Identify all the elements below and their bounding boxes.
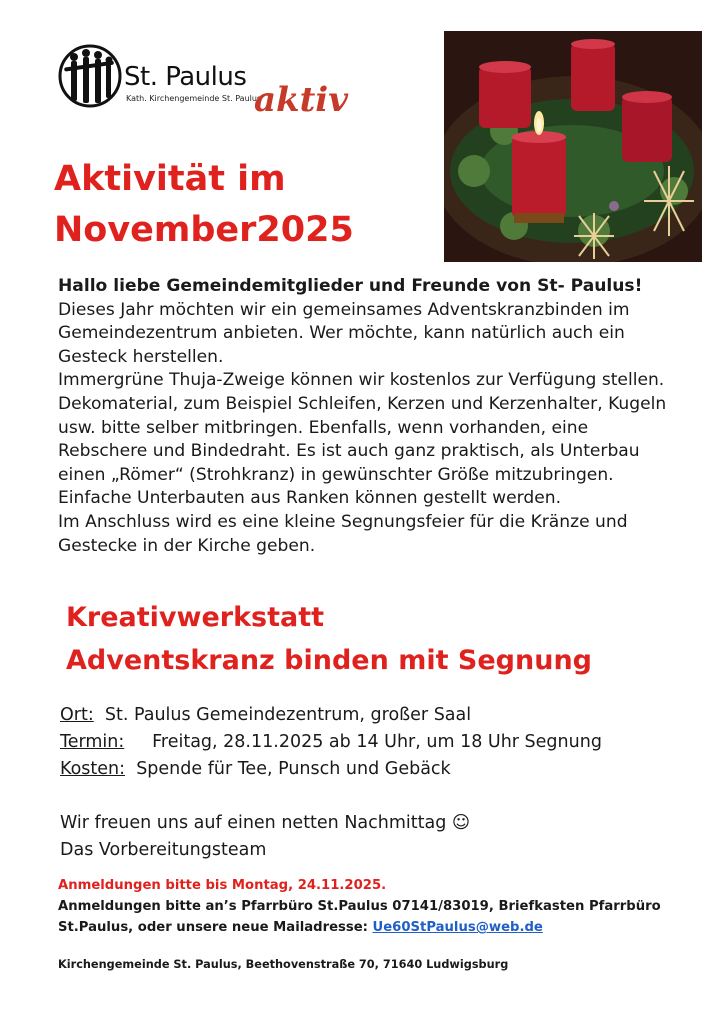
intro-line: Dieses Jahr möchten wir ein gemeinsames Adventskranzbinden im bbox=[58, 299, 630, 320]
ort-value: St. Paulus Gemeindezentrum, großer Saal bbox=[104, 705, 472, 725]
footer-address: Kirchengemeinde St. Paulus, Beethovenstraße 70, 71640 Ludwigsburg bbox=[58, 958, 509, 971]
intro-line: Gestecke in der Kirche geben. bbox=[58, 535, 316, 556]
event-title bbox=[66, 596, 592, 682]
advent-wreath-photo bbox=[444, 31, 702, 262]
closing-line: Wir freuen uns auf einen netten Nachmittag ☺ bbox=[60, 813, 471, 833]
intro-text bbox=[58, 275, 708, 558]
detail-row-kosten bbox=[60, 756, 602, 783]
event-details bbox=[60, 702, 602, 783]
logo-subtitle: Kath. Kirchengemeinde St. Paulus bbox=[126, 94, 262, 103]
intro-line: usw. bitte selber mitbringen. Ebenfalls, wenn vorhanden, eine bbox=[58, 417, 589, 438]
termin-label: Termin: bbox=[60, 732, 125, 752]
registration-deadline: Anmeldungen bitte bis Montag, 24.11.2025. bbox=[58, 878, 387, 893]
page-title bbox=[54, 154, 434, 256]
intro-line: Gesteck herstellen. bbox=[58, 346, 224, 367]
greeting: Hallo liebe Gemeindemitglieder und Freunde von St- Paulus! bbox=[58, 276, 643, 296]
registration-line: Anmeldungen bitte an’s Pfarrbüro St.Paulus 07141/83019, Briefkasten Pfarrbüro bbox=[58, 899, 661, 914]
title-line: Aktivität im bbox=[54, 159, 286, 199]
kosten-label: Kosten: bbox=[60, 759, 126, 779]
registration-line bbox=[58, 917, 661, 938]
registration-line-prefix: St.Paulus, oder unsere neue Mailadresse: bbox=[58, 920, 373, 935]
logo-name: St. Paulus bbox=[124, 62, 247, 92]
intro-line: Im Anschluss wird es eine kleine Segnungsfeier für die Kränze und bbox=[58, 511, 628, 532]
detail-row-termin bbox=[60, 729, 602, 756]
logo-tagline: aktiv bbox=[254, 80, 348, 120]
parish-logo bbox=[58, 40, 358, 130]
people-circle-icon bbox=[58, 42, 122, 110]
intro-line: Rebschere und Bindedraht. Es ist auch ganz praktisch, als Unterbau bbox=[58, 441, 640, 462]
termin-value: Freitag, 28.11.2025 ab 14 Uhr, um 18 Uhr Segnung bbox=[152, 732, 602, 752]
ort-label: Ort: bbox=[60, 705, 94, 725]
intro-line: Immergrüne Thuja-Zweige können wir kostenlos zur Verfügung stellen. bbox=[58, 370, 665, 391]
registration-info bbox=[58, 875, 661, 938]
intro-line: Einfache Unterbauten aus Ranken können gestellt werden. bbox=[58, 488, 562, 509]
detail-row-ort bbox=[60, 702, 602, 729]
intro-line: einen „Römer“ (Strohkranz) in gewünschter Größe mitzubringen. bbox=[58, 464, 614, 485]
event-title-line: Kreativwerkstatt bbox=[66, 602, 325, 633]
closing-text bbox=[60, 810, 470, 864]
intro-line: Dekomaterial, zum Beispiel Schleifen, Kerzen und Kerzenhalter, Kugeln bbox=[58, 393, 667, 414]
event-title-line: Adventskranz binden mit Segnung bbox=[66, 645, 592, 676]
kosten-value: Spende für Tee, Punsch und Gebäck bbox=[136, 759, 451, 779]
title-line: November2025 bbox=[54, 210, 354, 250]
email-link[interactable]: Ue60StPaulus@web.de bbox=[372, 920, 543, 935]
signature: Das Vorbereitungsteam bbox=[60, 840, 267, 860]
intro-line: Gemeindezentrum anbieten. Wer möchte, kann natürlich auch ein bbox=[58, 323, 625, 344]
